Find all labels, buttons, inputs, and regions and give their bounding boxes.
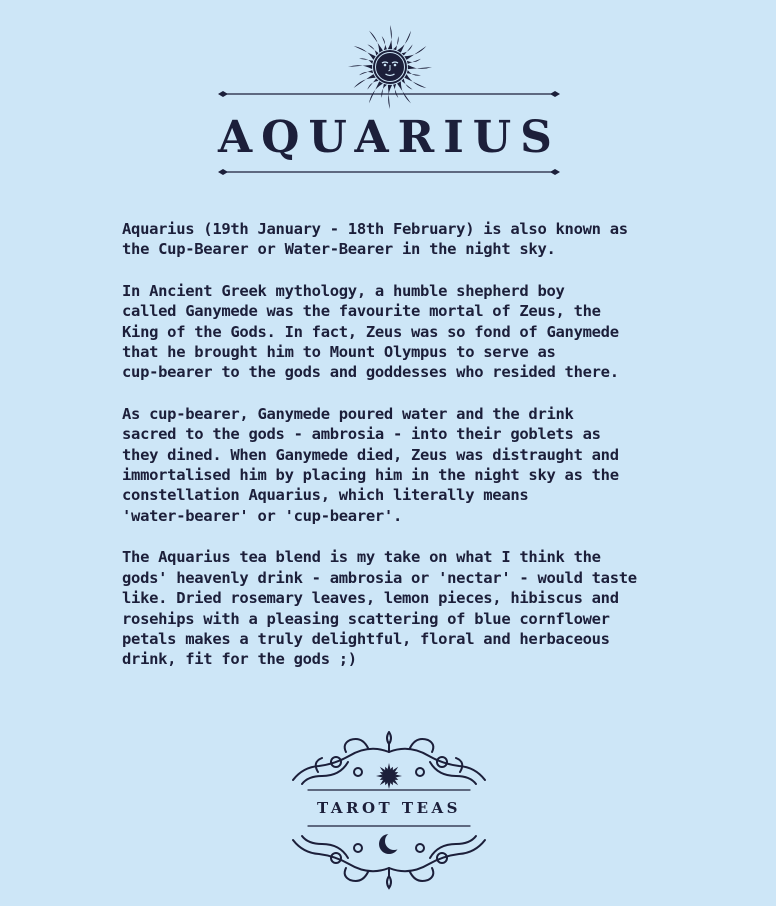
paragraph-mythology: In Ancient Greek mythology, a humble shepherd boy called Ganymede was the favourite mortal of Zeus, the King of the Gods. In fact, Zeus was so fond of Ganymede that he brought him to Mount Olympus to serve as cup-bearer to the gods and goddesses who resided there. [122,281,619,382]
title-rule-bottom [218,167,560,177]
paragraph-intro: Aquarius (19th January - 18th February) is also known as the Cup-Bearer or Water-Bearer in the night sky. [122,220,628,259]
crescent-moon-icon [379,832,403,854]
sun-icon [376,763,402,789]
paragraph-tea-blend: The Aquarius tea blend is my take on what I think the gods' heavenly drink - ambrosia or 'nectar' - would taste like. Dried rosemary leaves, lemon pieces, hibiscus and rosehips with a pleasing scattering of blue cornflower petals makes a truly delightful, floral and herbaceous drink, fit for the gods ;) [122,548,637,669]
paragraph-cup-bearer: As cup-bearer, Ganymede poured water and the drink sacred to the gods - ambrosia - into their goblets as they dined. When Ganymede died, Zeus was distraught and immortalised him by placing him in the night sky as the constellation Aquarius, which literally means 'water-bearer' or 'cup-bearer'. [122,404,619,525]
tarot-teas-logo [288,728,490,894]
title-rule-top [218,89,560,99]
logo-text: TAROT TEAS [317,799,461,817]
article-body [122,219,657,691]
page-title: AQUARIUS [218,112,561,163]
